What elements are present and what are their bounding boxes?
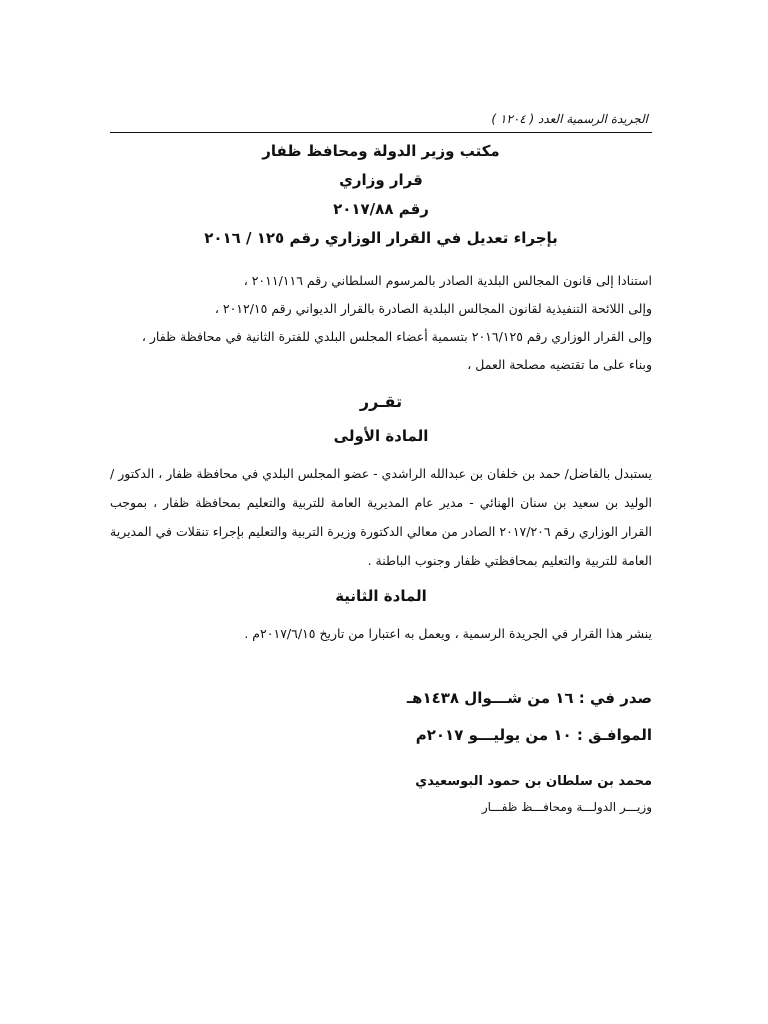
article-2-text: ينشر هذا القرار في الجريدة الرسمية ، ويعمل به اعتبارا من تاريخ ٢٠١٧/٦/١٥م . — [244, 626, 652, 641]
signature-block — [110, 770, 652, 820]
title-block — [110, 137, 652, 253]
article-1-title: المادة الأولى — [333, 427, 429, 445]
gazette-header: الجريدة الرسمية العدد ( ١٢٠٤ ) — [491, 112, 648, 126]
header-rule — [110, 132, 652, 133]
preamble-line: وبناء على ما تقتضيه مصلحة العمل ، — [467, 357, 652, 372]
preamble-line: وإلى اللائحة التنفيذية لقانون المجالس البلدية الصادرة بالقرار الديواني رقم ٢٠١٢/١٥ ، — [214, 301, 652, 316]
preamble — [110, 267, 652, 379]
signatory-name: محمد بن سلطان بن حمود البوسعيدي — [415, 774, 652, 789]
issue-date-gregorian: الموافـق : ١٠ من يوليـــو ٢٠١٧م — [415, 726, 652, 744]
decision-subject: بإجراء تعديل في القرار الوزاري رقم ١٢٥ / ٢٠١٦ — [204, 229, 558, 247]
article-2-body — [110, 619, 652, 648]
document-page — [110, 112, 652, 820]
article-1-text: يستبدل بالفاضل/ حمد بن خلفان بن عبدالله الراشدي - عضو المجلس البلدي في محافظة ظفار ، الدكتور / الوليد بن سعيد بن سنان الهنائي - مدير عام المديرية العامة للتربية والتعليم بمحافظة ظفار ، بموجب القرار الوزاري رقم ٢٠١٧/٢٠٦ الصادر من معالي الدكتورة وزيرة التربية والتعليم بإجراء تنقلات في المديرية العامة للتربية والتعليم بمحافظتي ظفار وجنوب الباطنة . — [110, 466, 653, 568]
article-2-title: المادة الثانية — [335, 587, 427, 605]
decision-type: قرار وزاري — [339, 171, 423, 189]
decides-heading: تقـرر — [359, 392, 403, 411]
article-1-body — [110, 459, 652, 575]
office-title: مكتب وزير الدولة ومحافظ ظفار — [262, 142, 500, 160]
preamble-line: وإلى القرار الوزاري رقم ٢٠١٦/١٢٥ بتسمية أعضاء المجلس البلدي للفترة الثانية في محافظة ظفار ، — [141, 329, 652, 344]
issue-date-hijri: صدر في : ١٦ من شـــوال ١٤٣٨هـ — [406, 689, 652, 707]
issue-dates — [110, 680, 652, 754]
preamble-line: استنادا إلى قانون المجالس البلدية الصادر بالمرسوم السلطاني رقم ٢٠١١/١١٦ ، — [243, 273, 652, 288]
decision-number: رقم ٢٠١٧/٨٨ — [333, 200, 429, 218]
signatory-title: وزيـــر الدولـــة ومحافـــظ ظفـــار — [481, 800, 652, 814]
